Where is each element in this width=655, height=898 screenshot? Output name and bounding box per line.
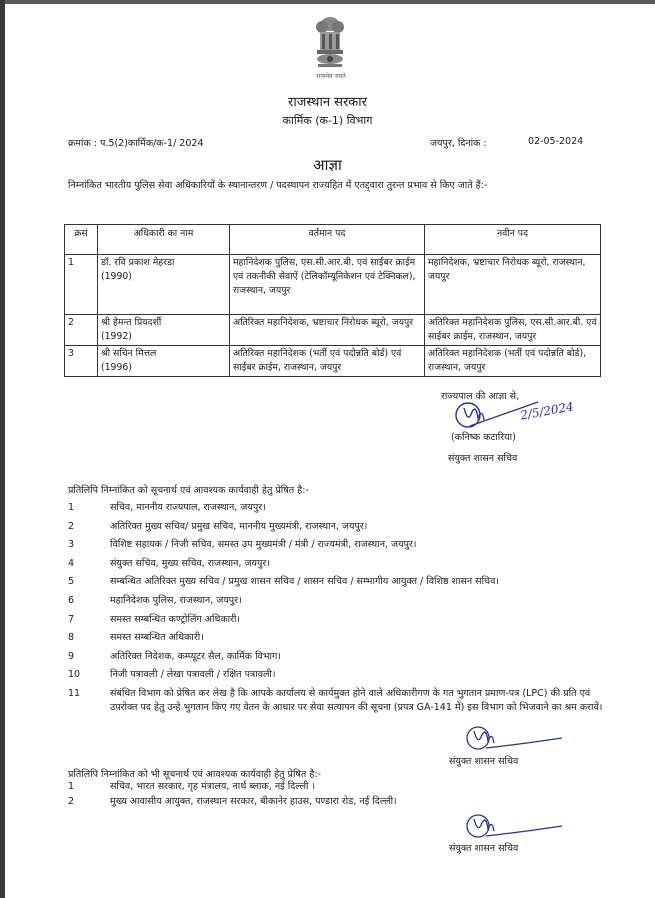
signatory-name: (कनिष्क कटारिया) [451,432,516,443]
signature-icon [462,722,592,754]
table-row [65,255,601,315]
item-number: 9 [68,650,75,662]
cell-name [98,346,230,377]
officer-batch: (1996) [101,362,132,373]
cell-current-post: अतिरिक्त महानिदेशक (भर्ती एवं पदोन्नति बोर्ड) एवं साईबर क्राईम, राजस्थान, जयपुर [230,346,425,377]
item-text: समस्त सम्बन्धित अधिकारी। [110,632,204,644]
table-row [65,315,601,346]
list-item [68,631,603,645]
list-item [68,795,603,809]
header-name: अधिकारी का नाम [98,225,230,255]
item-number: 2 [68,796,75,807]
list-item [68,575,603,589]
copy-recipient-list-2 [68,780,603,810]
cell-sno: 2 [65,315,98,346]
list-item [68,557,603,571]
item-text: अतिरिक्त निदेशक, कम्प्यूटर सैल, कार्मिक विभाग। [110,650,281,662]
item-text: संबंधित विभाग को प्रेषित कर लेख है कि आपके कार्यालय से कार्यमुक्त होने वाले अधिकारीगण के गत भुगतान प्रमाण-पत्र (LPC) की प्रति एवं उपरोक्त पद हेतु उन्हे भुगतान किए गए वेतन के आधार पर सेवा सत्यापन की सूचना (प्रपत्र GA-141 में) इस विभाग को भिजवाने का श्रम करावें। [110,687,603,713]
item-number: 10 [68,669,81,681]
place-date-label: जयपुर, दिनांक : [430,138,487,149]
item-number: 2 [68,520,75,532]
item-text: निजी पत्रावली / लेखा पत्रावली / रक्षित पत्रावली। [110,669,276,681]
officer-name: श्री हेमन्त प्रियदर्शी [101,317,162,328]
cell-name [98,255,230,315]
officer-name: श्री सचिन मित्तल [101,348,157,359]
window-left-border [0,0,5,898]
order-intro: निम्नांकित भारतीय पुलिस सेवा अधिकारियों के स्थानान्तरण / पदस्थापन राज्यहित में एतद्द्वारा तुरन्त प्रभाव से किए जाते हैं:- [68,180,488,191]
item-number: 4 [68,557,75,569]
item-number: 11 [68,687,81,699]
reference-value: प.5(2)कार्मिक/क-1/ 2024 [100,138,204,149]
signature-icon [462,810,592,842]
header-sno: क्रसं [65,225,98,255]
copy-recipient-list [68,501,603,720]
list-item [68,613,603,627]
list-item [68,594,603,608]
cell-sno: 1 [65,255,98,315]
list-item [68,501,603,515]
item-number: 1 [68,781,75,792]
national-emblem-icon [310,14,350,80]
designation-copy2: संयुक्त शासन सचिव [449,843,519,854]
item-text: विशिष्ट सहायक / निजी सचिव, समस्त उप मुख्यमंत्री / मंत्री / राज्यमंत्री, राजस्थान, जयपुर। [110,539,417,551]
copy-heading-2: प्रतिलिपि निम्नांकित को भी सूचनार्थ एवं आवश्यक कार्यवाही हेतु प्रेषित है:- [68,769,322,780]
item-number: 1 [68,502,75,513]
signatory-designation: संयुक्त शासन सचिव [448,453,518,464]
item-text: मुख्य आवासीय आयुक्त, राजस्थान सरकार, बीकानेर हाउस, पण्डारा रोड, नई दिल्ली। [110,796,397,807]
list-item [68,687,603,715]
list-item [68,780,603,794]
cell-new-post: अतिरिक्त महानिदेशक (भर्ती एवं पदोन्नति बोर्ड), राजस्थान, जयपुर [425,346,601,377]
list-item [68,650,603,664]
item-text: सचिव, माननीय राज्यपाल, राजस्थान, जयपुर। [110,502,266,513]
cell-sno: 3 [65,346,98,377]
by-order-of-governor: राज्यपाल की आज्ञा से, [441,391,520,402]
item-text: समस्त सम्बन्धित कण्ट्रोलिंग अधिकारी। [110,613,241,625]
item-number: 8 [68,632,75,644]
item-number: 7 [68,613,75,625]
officer-batch: (1992) [101,331,132,342]
list-item [68,538,603,552]
cell-name [98,315,230,346]
cell-new-post: अतिरिक्त महानिदेशक पुलिस, एस.सी.आर.बी. एवं साईबर क्राईम, राजस्थान, जयपुर [425,315,601,346]
emblem-motto: सत्यमेव जयते [316,73,346,80]
item-number: 3 [68,539,75,551]
item-text: अतिरिक्त मुख्य सचिव/ प्रमुख सचिव, माननीय मुख्यमंत्री, राजस्थान, जयपुर। [110,520,368,532]
reference-number [68,136,203,149]
transfer-table [64,224,601,377]
list-item [68,520,603,534]
copy-heading: प्रतिलिपि निम्नांकित को सूचनार्थ एवं आवश्यक कार्यवाही हेतु प्रेषित है:- [68,485,309,496]
item-number: 6 [68,594,75,606]
order-date: 02-05-2024 [528,136,584,147]
header-new-post: नवीन पद [425,225,601,255]
government-title: राजस्थान सरकार [288,95,367,110]
order-title: आज्ञा [313,156,342,174]
item-text: सचिव, भारत सरकार, गृह मंत्रालय, नार्थ ब्लाक, नई दिल्ली । [110,781,316,792]
officer-name: डॉ. रवि प्रकाश मेहरडा [101,257,175,268]
cell-new-post: महानिदेशक, भ्रष्टाचार निरोधक ब्यूरो, राजस्थान, जयपुर [425,255,601,315]
cell-current-post: अतिरिक्त महानिदेशक, भ्रष्टाचार निरोधक ब्यूरो, जयपुर [230,315,425,346]
item-text: सम्बन्धित अतिरिक्त मुख्य सचिव / प्रमुख शासन सचिव / शासन सचिव / सम्भागीय आयुक्त / विशिष्ठ शासन सचिव। [110,576,499,588]
reference-label: क्रमांक : [68,138,97,149]
item-number: 5 [68,576,75,588]
window-top-border [0,0,655,4]
officer-batch: (1990) [101,271,132,282]
table-header-row [65,225,601,255]
item-text: संयुक्त सचिव, मुख्य सचिव, राजस्थान, जयपुर। [110,557,270,569]
list-item [68,668,603,682]
item-text: महानिदेशक पुलिस, राजस्थान, जयपुर। [110,594,242,606]
header-current-post: वर्तमान पद [230,225,425,255]
table-row [65,346,601,377]
handwritten-date: 2/5/2024 [519,399,575,423]
cell-current-post: महानिदेशक पुलिस, एस.सी.आर.बी. एवं साईबर क्राईम एवं तकनीकी सेवाऐं (टेलिकॉम्यूनिकेशन एवं टेक्निकल), राजस्थान, जयपुर [230,255,425,315]
department-title: कार्मिक (क-1) विभाग [282,114,373,127]
designation-copy1: संयुक्त शासन सचिव [449,756,519,767]
